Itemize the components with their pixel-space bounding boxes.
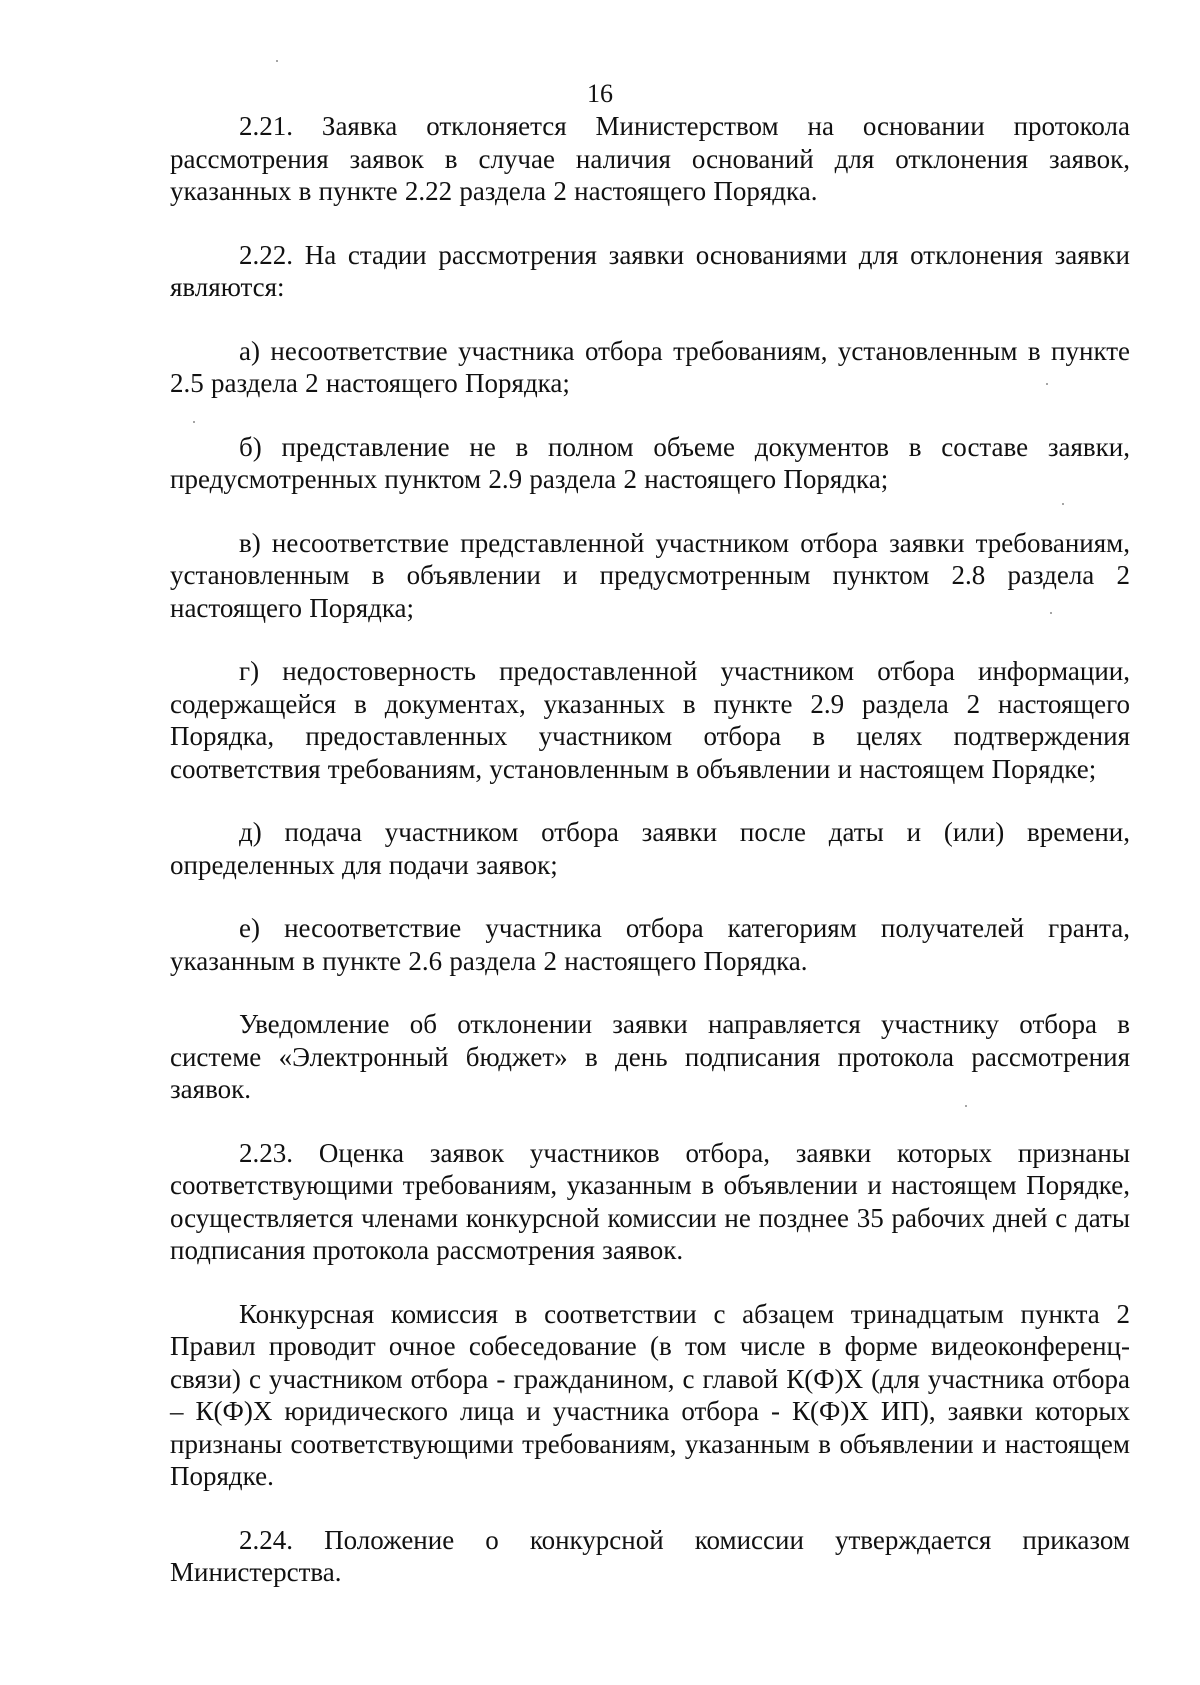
paragraph-commission-interview: Конкурсная комиссия в соответствии с абзацем тринадцатым пункта 2 Правил проводит очное собеседование (в том числе в форме видеоконференц-связи) с участником отбора - гражданином, с главой К(Ф)Х (для участника отбора – К(Ф)Х юридического лица и участника отбора - К(Ф)Х ИП), заявки которых признаны соответствующими требованиям, указанным в объявлении и настоящем Порядке. [170, 1298, 1130, 1491]
scan-speck [1050, 612, 1052, 614]
paragraph-2-23: 2.23. Оценка заявок участников отбора, заявки которых признаны соответствующими требованиям, указанным в объявлении и настоящем Порядке, осуществляется членами конкурсной комиссии не позднее 35 рабочих дней с даты подписания протокола рассмотрения заявок. [170, 1137, 1130, 1265]
list-item-b: б) представление не в полном объеме документов в составе заявки, предусмотренных пунктом 2.9 раздела 2 настоящего Порядка; [170, 431, 1130, 494]
scan-speck [193, 421, 195, 423]
paragraph-notification: Уведомление об отклонении заявки направляется участнику отбора в системе «Электронный бюджет» в день подписания протокола рассмотрения заявок. [170, 1009, 1130, 1104]
list-item-v: в) несоответствие представленной участником отбора заявки требованиям, установленным в объявлении и предусмотренным пунктом 2.8 раздела 2 настоящего Порядка; [170, 527, 1130, 623]
list-item-e: е) несоответствие участника отбора категориям получателей гранта, указанным в пункте 2.6 раздела 2 настоящего Порядка. [170, 913, 1130, 976]
paragraph-2-24: 2.24. Положение о конкурсной комиссии утверждается приказом Министерства. [170, 1524, 1130, 1587]
paragraph-2-22: 2.22. На стадии рассмотрения заявки основаниями для отклонения заявки являются: [170, 239, 1130, 302]
scan-speck [1046, 383, 1048, 385]
list-item-d: д) подача участником отбора заявки после даты и (или) времени, определенных для подачи заявок; [170, 817, 1130, 880]
document-body [170, 110, 1130, 1620]
paragraph-2-21: 2.21. Заявка отклоняется Министерством на основании протокола рассмотрения заявок в случае наличия оснований для отклонения заявок, указанных в пункте 2.22 раздела 2 настоящего Порядка. [170, 111, 1130, 206]
list-item-a: а) несоответствие участника отбора требованиям, установленным в пункте 2.5 раздела 2 настоящего Порядка; [170, 335, 1130, 398]
scan-speck [276, 60, 278, 62]
scan-speck [1062, 503, 1064, 505]
page-number: 16 [587, 79, 613, 108]
list-item-g: г) недостоверность предоставленной участником отбора информации, содержащейся в документах, указанных в пункте 2.9 раздела 2 настоящего Порядка, предоставленных участником отбора в целях подтверждения соответствия требованиям, установленным в объявлении и настоящем Порядке; [170, 656, 1130, 784]
scan-speck [965, 1105, 967, 1107]
